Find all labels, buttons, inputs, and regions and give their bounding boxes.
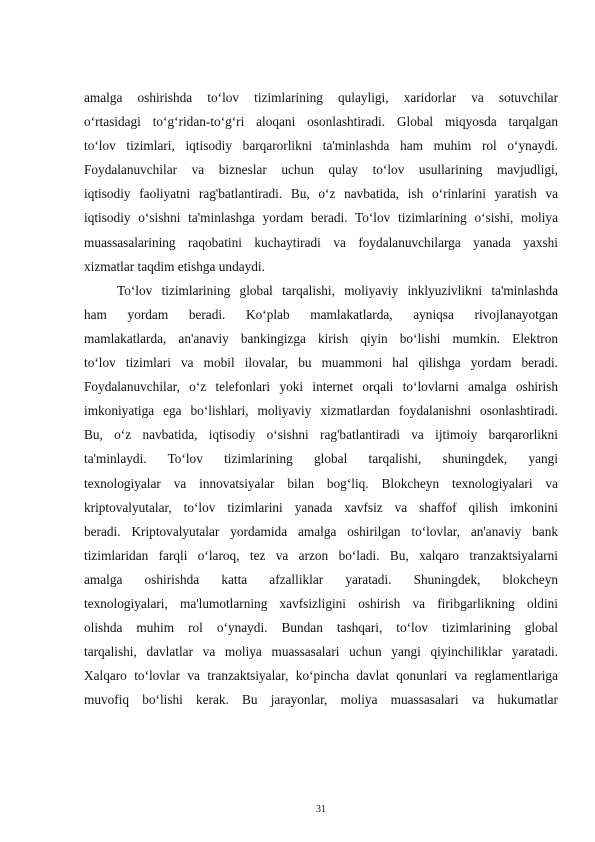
text-line: ta'minlaydi. To‘lov tizimlarining global tarqalishi, shuningdek, yangi (84, 451, 558, 467)
text-line: Xalqaro to‘lovlar va tranzaktsiyalar, ko‘pincha davlat qonunlari va reglamentlariga (84, 668, 558, 684)
text-line: xizmatlar taqdim etishga undaydi. (84, 258, 265, 274)
text-line: texnologiyalari, ma'lumotlarning xavfsizligini oshirish va firibgarlikning oldini (84, 595, 558, 611)
text-line: kriptovalyutalar, to‘lov tizimlarini yanada xavfsiz va shaffof qilish imkonini (84, 499, 558, 515)
page-number: 31 (316, 804, 326, 815)
paragraph-2 (84, 279, 558, 713)
text-line: muvofiq bo‘lishi kerak. Bu jarayonlar, moliya muassasalari va hukumatlar (84, 692, 558, 708)
text-line: imkoniyatiga ega bo‘lishlari, moliyaviy xizmatlardan foydalanishni osonlashtiradi. (84, 403, 558, 419)
text-line: Foydalanuvchilar, o‘z telefonlari yoki internet orqali to‘lovlarni amalga oshirish (84, 379, 558, 395)
text-line: Bu, o‘z navbatida, iqtisodiy o‘sishni rag'batlantiradi va ijtimoiy barqarorlikni (84, 427, 558, 443)
text-line: to‘lov tizimlari, iqtisodiy barqarorlikni ta'minlashda ham muhim rol o‘ynaydi. (84, 138, 558, 154)
text-line: texnologiyalar va innovatsiyalar bilan bog‘liq. Blokcheyn texnologiyalari va (84, 475, 558, 491)
text-line: to‘lov tizimlari va mobil ilovalar, bu muammoni hal qilishga yordam beradi. (84, 355, 558, 371)
text-line: olishda muhim rol o‘ynaydi. Bundan tashqari, to‘lov tizimlarining global (84, 620, 558, 636)
page-body (84, 86, 558, 712)
text-line: ham yordam beradi. Ko‘plab mamlakatlarda, ayniqsa rivojlanayotgan (84, 306, 558, 322)
text-line: amalga oshirishda katta afzalliklar yaratadi. Shuningdek, blokcheyn (84, 571, 558, 587)
text-line: muassasalarining raqobatini kuchaytiradi va foydalanuvchilarga yanada yaxshi (84, 234, 558, 250)
text-line: mamlakatlarda, an'anaviy bankingizga kirish qiyin bo‘lishi mumkin. Elektron (84, 330, 558, 346)
text-line: iqtisodiy faoliyatni rag'batlantiradi. Bu, o‘z navbatida, ish o‘rinlarini yaratish va (84, 186, 558, 202)
text-line: Foydalanuvchilar va bizneslar uchun qulay to‘lov usullarining mavjudligi, (84, 162, 558, 178)
text-line: tizimlaridan farqli o‘laroq, tez va arzon bo‘ladi. Bu, xalqaro tranzaktsiyalarni (84, 547, 558, 563)
text-line: To‘lov tizimlarining global tarqalishi, moliyaviy inklyuzivlikni ta'minlashda (117, 282, 558, 298)
text-line: o‘rtasidagi to‘g‘ridan-to‘g‘ri aloqani osonlashtiradi. Global miqyosda tarqalgan (84, 114, 558, 130)
text-line: iqtisodiy o‘sishni ta'minlashga yordam beradi. To‘lov tizimlarining o‘sishi, moliya (84, 210, 558, 226)
paragraph-1 (84, 86, 558, 279)
text-line: tarqalishi, davlatlar va moliya muassasalari uchun yangi qiyinchiliklar yaratadi. (84, 644, 558, 660)
text-line: beradi. Kriptovalyutalar yordamida amalga oshirilgan to‘lovlar, an'anaviy bank (84, 523, 558, 539)
text-line: amalga oshirishda to‘lov tizimlarining qulayligi, xaridorlar va sotuvchilar (84, 90, 558, 105)
